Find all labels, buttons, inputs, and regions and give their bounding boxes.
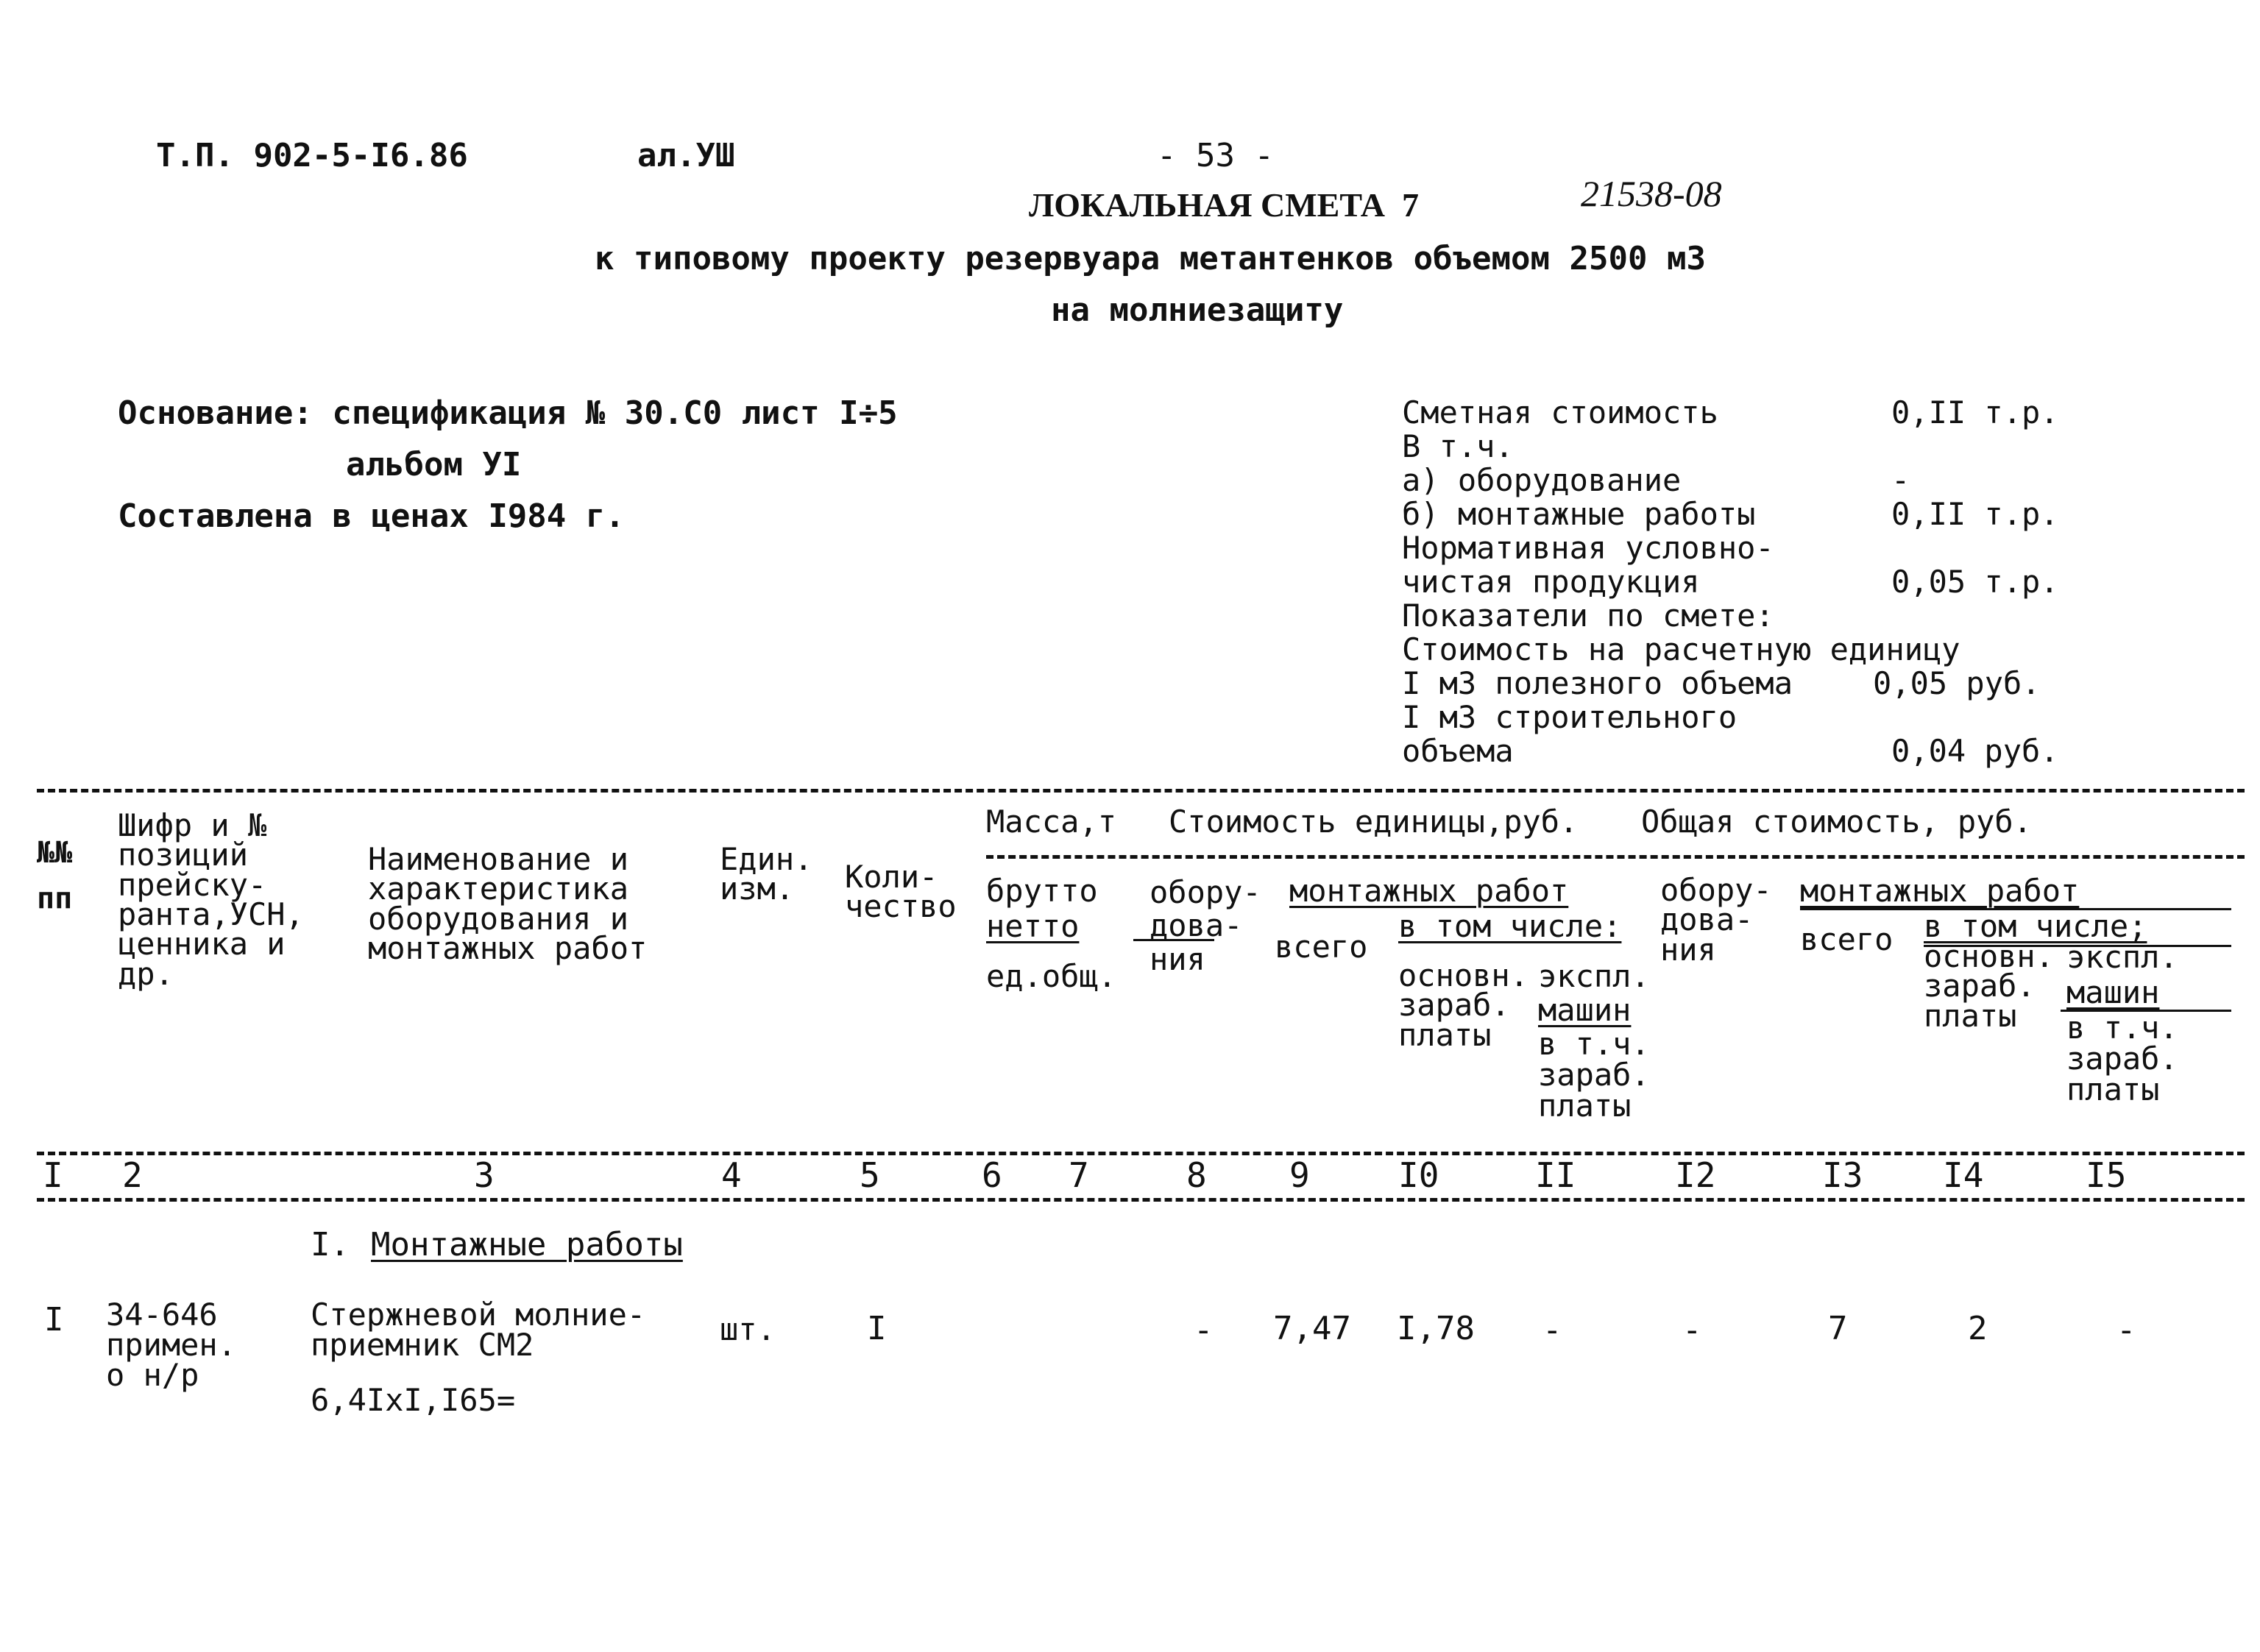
col-number: 3 xyxy=(474,1155,495,1195)
summary-label: I м3 полезного объема xyxy=(1402,665,1793,701)
col-header-equipment: обору- дова- ния xyxy=(1150,874,1261,977)
basis-line: Основание: спецификация № 30.С0 лист I÷5 xyxy=(118,394,898,432)
row-base-pay-total: 2 xyxy=(1968,1310,1988,1347)
summary-label: В т.ч. xyxy=(1402,428,1514,464)
col-header-equipment-total: обору- дова- ния xyxy=(1660,872,1772,968)
summary-value: 0,04 руб. xyxy=(1891,733,2059,769)
summary-label: Нормативная условно- xyxy=(1402,530,1774,566)
col-number: I4 xyxy=(1943,1155,1984,1195)
doc-subtitle: к типовому проекту резервуара метантенков объемом 2500 м3 xyxy=(595,240,1706,277)
colnum-bottom-rule xyxy=(37,1198,2245,1202)
col-header-base-pay: основн. зараб. платы xyxy=(1398,957,1529,1053)
col-number: 4 xyxy=(721,1155,742,1195)
basis-album: альбом УI xyxy=(346,446,522,483)
col-header-mass: Масса,т xyxy=(986,804,1117,840)
col-header-code: Шифр и № позиций прейску- ранта,УСН, ценника и др. xyxy=(118,807,304,992)
doc-subtitle-2: на молниезащиту xyxy=(1051,291,1344,329)
basis-prices: Составлена в ценах I984 г. xyxy=(118,497,625,535)
col-number: I3 xyxy=(1822,1155,1863,1195)
summary-label: Стоимость на расчетную единицу xyxy=(1402,631,1960,667)
header-sub-rule xyxy=(986,855,2245,859)
row-calc: 6,4IxI,I65= xyxy=(311,1382,516,1418)
section-number: I. xyxy=(311,1226,350,1263)
row-qty: I xyxy=(867,1310,887,1347)
header-bottom-rule xyxy=(37,1152,2245,1155)
col-number: I xyxy=(43,1155,63,1195)
col-header-mounting: монтажных работ xyxy=(1289,873,1569,909)
col-header-name: Наименование и характеристика оборудования и монтажных работ xyxy=(368,841,648,966)
summary-label: объема xyxy=(1402,733,1514,769)
section-title: Монтажные работы xyxy=(371,1226,683,1263)
col-header-machine-pay-2: в т.ч. зараб. платы xyxy=(2066,1010,2178,1107)
col-header-mounting-total: монтажных работ xyxy=(1800,873,2080,909)
summary-label: Показатели по смете: xyxy=(1402,598,1774,634)
row-equipment-total: - xyxy=(1682,1311,1702,1349)
summary-value: 0,II т.р. xyxy=(1891,394,2059,430)
summary-value: - xyxy=(1891,462,1910,498)
row-number: I xyxy=(44,1301,64,1339)
col-number: 2 xyxy=(122,1155,143,1195)
col-header-machine-pay: в т.ч. зараб. платы xyxy=(1538,1026,1650,1124)
col-header-brutto: брутто xyxy=(986,873,1098,909)
row-machine-op: - xyxy=(1542,1311,1562,1349)
col-header-machines-2: машин xyxy=(2066,974,2160,1010)
col-header-base-pay-2: основн. зараб. платы xyxy=(1924,938,2055,1034)
page-number: - 53 - xyxy=(1157,137,1274,174)
equipment-underline xyxy=(1133,939,1214,941)
col-header-incl: в том числе: xyxy=(1398,908,1622,944)
summary-value: 0,05 руб. xyxy=(1873,665,2041,701)
col-header-total-2: всего xyxy=(1800,921,1894,957)
summary-label: а) оборудование xyxy=(1402,462,1682,498)
col-number: 7 xyxy=(1069,1155,1089,1195)
col-header-incl-2: в том числе; xyxy=(1924,908,2147,944)
summary-label: б) монтажные работы xyxy=(1402,496,1756,532)
col-header-machine-op-2: экспл. xyxy=(2066,939,2178,975)
col-number: I2 xyxy=(1675,1155,1716,1195)
col-header-unit: Един. изм. xyxy=(720,841,813,907)
summary-label: I м3 строительного xyxy=(1402,699,1737,735)
col-header-machines: машин xyxy=(1538,992,1632,1028)
row-machine-op-total: - xyxy=(2116,1311,2136,1349)
col-number: II xyxy=(1535,1155,1576,1195)
col-number: 6 xyxy=(982,1155,1002,1195)
col-header-ed-obsh: ед.общ. xyxy=(986,958,1117,994)
row-base-pay: I,78 xyxy=(1397,1310,1475,1347)
table-top-rule xyxy=(37,789,2245,793)
row-mounting-unit-total: 7,47 xyxy=(1273,1310,1351,1347)
row-mounting-total: 7 xyxy=(1828,1310,1848,1347)
col-header-total: всего xyxy=(1275,929,1368,965)
row-unit: шт. xyxy=(720,1311,776,1347)
col-header-qty: Коли- чество xyxy=(845,859,957,925)
doc-title: ЛОКАЛЬНАЯ СМЕТА 7 xyxy=(1029,186,1419,224)
col-number: 5 xyxy=(860,1155,880,1195)
summary-label: чистая продукция xyxy=(1402,564,1700,600)
col-header-unit-cost: Стоимость единицы,руб. xyxy=(1169,804,1579,840)
col-header-total-cost: Общая стоимость, руб. xyxy=(1641,804,2033,840)
col-header-machine-op: экспл. xyxy=(1538,958,1650,994)
col-number: 8 xyxy=(1186,1155,1207,1195)
col-header-netto: нетто xyxy=(986,908,1080,944)
col-number: I5 xyxy=(2086,1155,2127,1195)
col-number: 9 xyxy=(1289,1155,1310,1195)
col-header-number: №№ пп xyxy=(37,836,73,915)
summary-label: Сметная стоимость xyxy=(1402,394,1718,430)
col-number: I0 xyxy=(1398,1155,1439,1195)
summary-value: 0,II т.р. xyxy=(1891,496,2059,532)
album-ref: ал.УШ xyxy=(637,137,735,174)
doc-number: 21538-08 xyxy=(1581,173,1722,214)
summary-value: 0,05 т.р. xyxy=(1891,564,2059,600)
row-code: 34-646 примен. о н/р xyxy=(106,1297,237,1394)
project-code: Т.П. 902-5-I6.86 xyxy=(156,137,468,174)
row-name: Стержневой молние- приемник СМ2 xyxy=(311,1297,646,1364)
row-equipment-unit: - xyxy=(1194,1311,1214,1349)
